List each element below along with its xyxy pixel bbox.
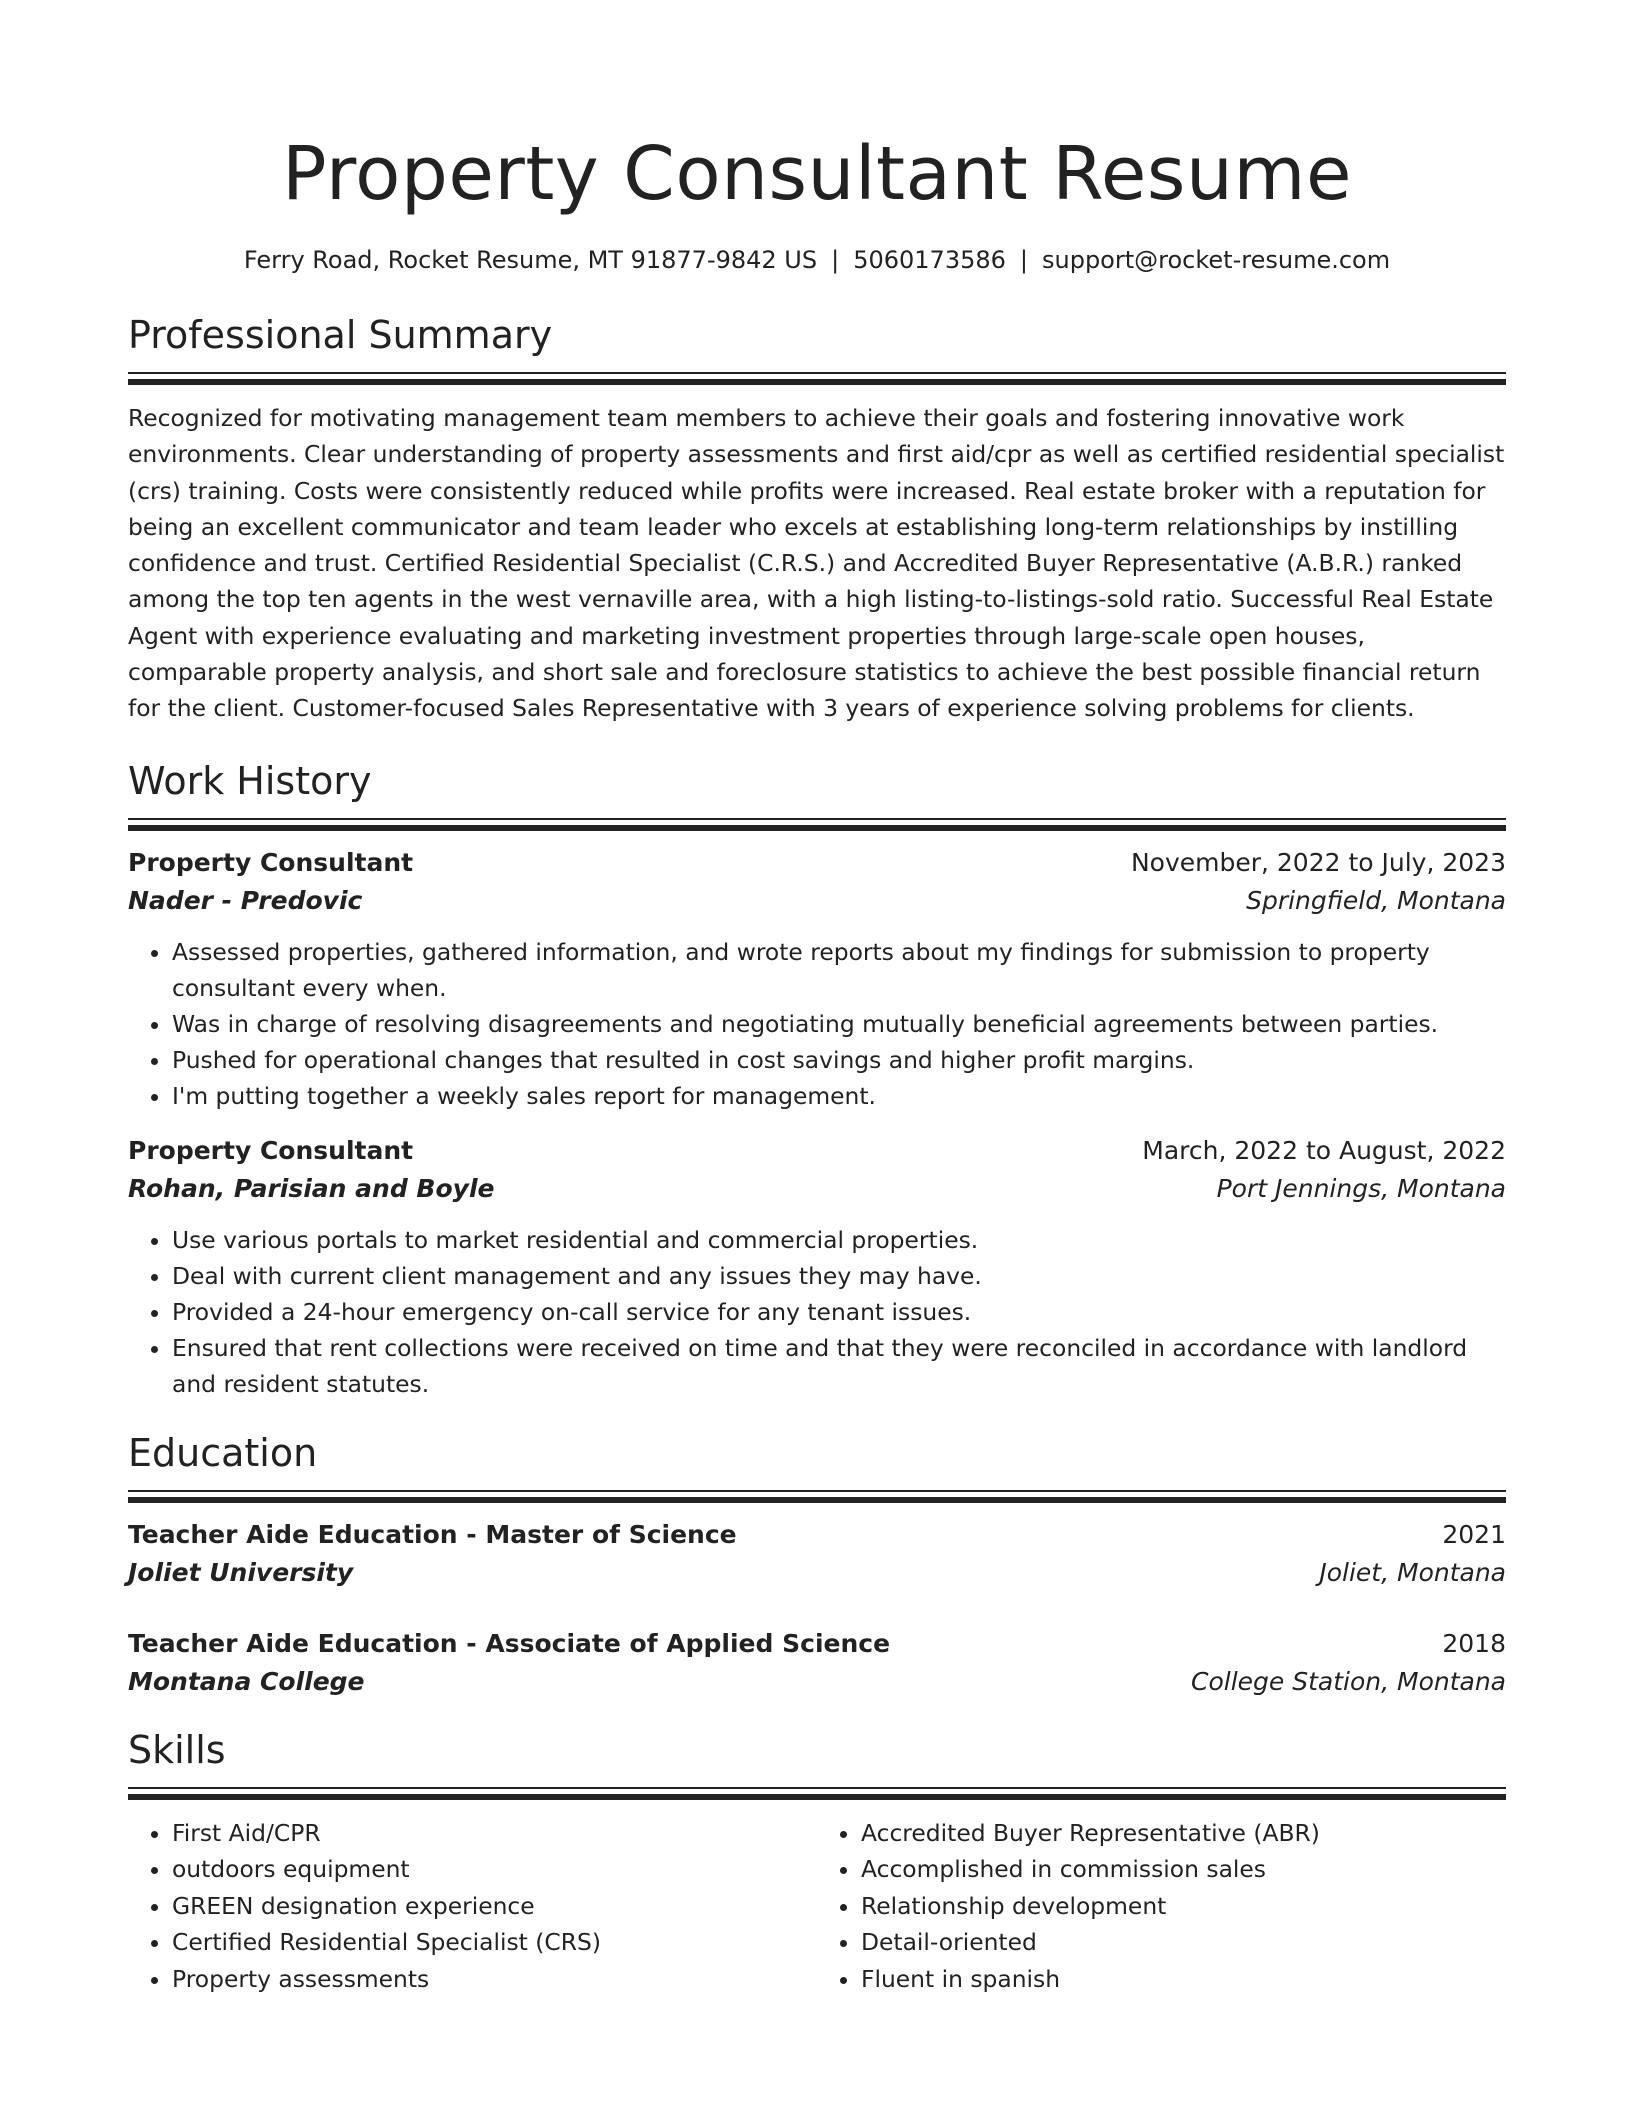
job-company: Rohan, Parisian and Boyle	[128, 1173, 495, 1203]
section-rule	[128, 1490, 1506, 1504]
summary-section	[128, 310, 1506, 727]
list-item: • Deal with current client management and any issues they may have.	[172, 1258, 1506, 1294]
job-org-row	[128, 882, 1506, 920]
skills-column-right	[817, 1815, 1506, 1998]
section-heading-work: Work History	[128, 758, 372, 803]
list-item: • Assessed properties, gathered information, and wrote reports about my findings for submission to property consultant every when.	[172, 934, 1506, 1006]
list-item: • Fluent in spanish	[861, 1961, 1506, 1998]
contact-separator: |	[1019, 246, 1028, 274]
list-item: • outdoors equipment	[172, 1851, 817, 1888]
contact-email: support@rocket-resume.com	[1042, 246, 1391, 274]
list-item: • Pushed for operational changes that resulted in cost savings and higher profit margins.	[172, 1042, 1506, 1078]
skills-list-left	[128, 1815, 817, 1998]
list-item: • Use various portals to market residential and commercial properties.	[172, 1222, 1506, 1258]
section-heading-skills: Skills	[128, 1727, 226, 1772]
job-location: Port Jennings, Montana	[1216, 1173, 1506, 1203]
list-item: • Accredited Buyer Representative (ABR)	[861, 1815, 1506, 1852]
job-dates: March, 2022 to August, 2022	[1142, 1135, 1506, 1165]
list-item: • GREEN designation experience	[172, 1888, 817, 1925]
job-entry	[128, 844, 1506, 1114]
job-company: Nader - Predovic	[128, 885, 363, 915]
contact-separator: |	[831, 246, 840, 274]
job-entry	[128, 1132, 1506, 1402]
skills-section	[128, 1725, 1506, 1998]
education-location: College Station, Montana	[1191, 1666, 1506, 1696]
section-heading-summary: Professional Summary	[128, 313, 553, 357]
education-school-row	[128, 1663, 1506, 1701]
job-bullet-list	[128, 1222, 1506, 1402]
skills-columns	[128, 1815, 1506, 1998]
education-location: Joliet, Montana	[1319, 1557, 1506, 1587]
contact-phone: 5060173586	[853, 246, 1006, 274]
skills-list-right	[817, 1815, 1506, 1998]
work-history-section	[128, 756, 1506, 1402]
skills-column-left	[128, 1815, 817, 1998]
list-item: • Certified Residential Specialist (CRS)	[172, 1924, 817, 1961]
list-item: • Relationship development	[861, 1888, 1506, 1925]
education-school: Montana College	[128, 1666, 365, 1696]
section-heading-education: Education	[128, 1430, 318, 1475]
list-item: • Was in charge of resolving disagreements and negotiating mutually beneficial agreements between parties.	[172, 1006, 1506, 1042]
job-title: Property Consultant	[128, 847, 414, 877]
summary-text: Recognized for motivating management team members to achieve their goals and fostering innovative work environments. Clear understanding of property assessments and first aid/cpr as well as certified residential specialist (crs) training. Costs were consistently reduced while profits were increased. Real estate broker with a reputation for being an excellent communicator and team leader who excels at establishing long-term relationships by instilling confidence and trust. Certified Residential Specialist (C.R.S.) and Accredited Buyer Representative (A.B.R.) ranked among the top ten agents in the west vernaville area, with a high listing-to-listings-sold ratio. Successful Real Estate Agent with experience evaluating and marketing investment properties through large-scale open houses, comparable property analysis, and short sale and foreclosure statistics to achieve the best possible financial return for the client. Customer-focused Sales Representative with 3 years of experience solving problems for clients.	[128, 404, 1505, 723]
section-rule	[128, 818, 1506, 832]
education-header-row	[128, 1625, 1506, 1663]
education-degree: Teacher Aide Education - Master of Science	[128, 1519, 737, 1549]
education-school: Joliet University	[128, 1557, 354, 1587]
education-header-row	[128, 1516, 1506, 1554]
resume-title: Property Consultant Resume	[282, 131, 1352, 217]
list-item: • Ensured that rent collections were received on time and that they were reconciled in accordance with landlord and resident statutes.	[172, 1330, 1506, 1402]
education-degree: Teacher Aide Education - Associate of Applied Science	[128, 1628, 891, 1658]
job-org-row	[128, 1170, 1506, 1208]
education-entry	[128, 1625, 1506, 1701]
section-rule	[128, 372, 1506, 386]
contact-address: Ferry Road, Rocket Resume, MT 91877-9842 US	[243, 246, 818, 274]
contact-line	[128, 240, 1506, 280]
section-rule	[128, 1787, 1506, 1801]
list-item: • Provided a 24-hour emergency on-call service for any tenant issues.	[172, 1294, 1506, 1330]
job-title: Property Consultant	[128, 1135, 414, 1165]
list-item: • Detail-oriented	[861, 1924, 1506, 1961]
education-year: 2021	[1442, 1519, 1506, 1549]
job-header-row	[128, 1132, 1506, 1170]
education-entry	[128, 1516, 1506, 1592]
education-year: 2018	[1442, 1628, 1506, 1658]
list-item: • First Aid/CPR	[172, 1815, 817, 1852]
job-dates: November, 2022 to July, 2023	[1130, 847, 1506, 877]
list-item: • I'm putting together a weekly sales report for management.	[172, 1078, 1506, 1114]
education-section	[128, 1428, 1506, 1701]
job-bullet-list	[128, 934, 1506, 1114]
list-item: • Property assessments	[172, 1961, 817, 1998]
job-location: Springfield, Montana	[1246, 885, 1506, 915]
list-item: • Accomplished in commission sales	[861, 1851, 1506, 1888]
education-school-row	[128, 1554, 1506, 1592]
job-header-row	[128, 844, 1506, 882]
